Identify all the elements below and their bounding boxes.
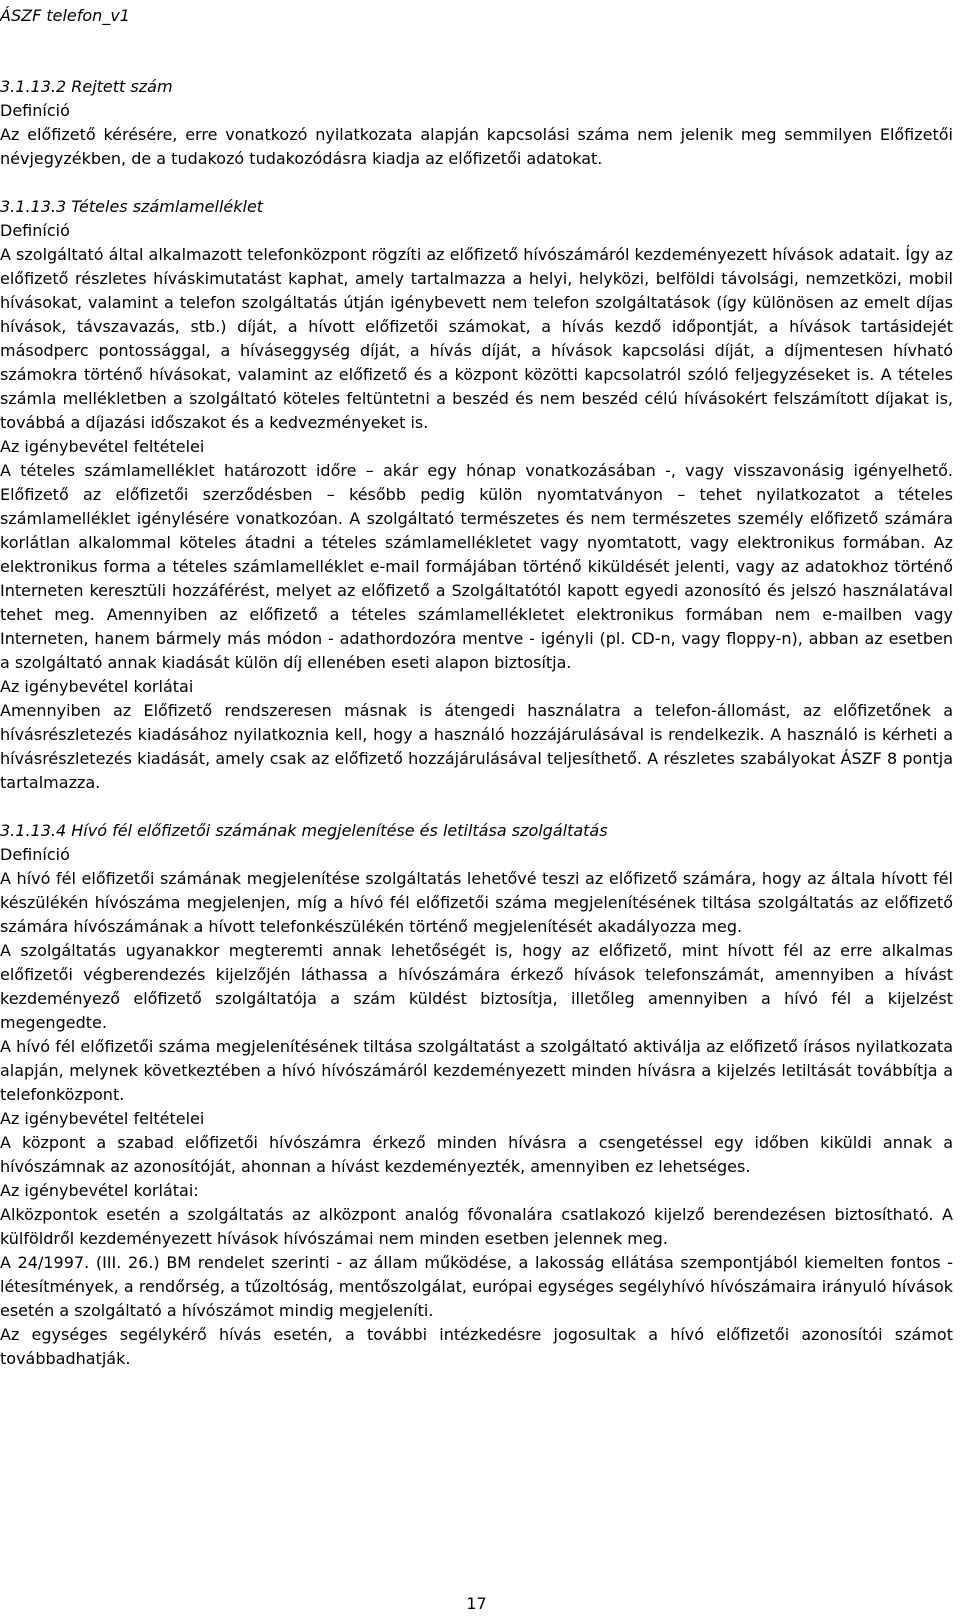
conditions-label: Az igénybevétel feltételei	[0, 1109, 205, 1128]
page-number: 17	[466, 1594, 487, 1613]
limitations-paragraph: Alközpontok esetén a szolgáltatás az alközpont analóg fővonalára csatlakozó kijelző berendezésen biztosítható. A külföldről kezdeményezett hívások hívószámai nem minden esetben jelennek meg.	[0, 1205, 953, 1248]
definition-label: Definíció	[0, 221, 70, 240]
conditions-text: A tételes számlamelléklet határozott időre – akár egy hónap vonatkozásában -, vagy visszavonásig igényelhető. Előfizető az előfizetői szerződésben – később pedig külön nyomtatványon – tehet nyilatkozatot a tételes számlamelléklet igénylésére vonatkozóan. A szolgáltató természetes és nem természetes személy előfizető számára korlátlan alkalommal köteles átadni a tételes számlamellékletet vagy nyomtatott, vagy elektronikus formában. Az elektronikus forma a tételes számlamelléklet e-mail formájában történő kiküldését jelenti, vagy az adatokhoz történő Interneten keresztüli hozzáférést, melyet az előfizető a Szolgáltatótól kapott egyedi azonosító és jelszó használatával tehet meg. Amennyiben az előfizető a tételes számlamellékletet elektronikus formában nem e-mailben vagy Interneten, hanem bármely más módon - adathordozóra mentve - igényli (pl. CD-n, vagy floppy-n), abban az esetben a szolgáltató annak kiadását külön díj ellenében eseti alapon biztosítja.	[0, 461, 953, 672]
limitations-label: Az igénybevétel korlátai:	[0, 1181, 199, 1200]
limitations-label: Az igénybevétel korlátai	[0, 677, 194, 696]
limitations-paragraph: Az egységes segélykérő hívás esetén, a további intézkedésre jogosultak a hívó előfizetői azonosítói számot továbbadhatják.	[0, 1325, 953, 1368]
section-teteles-szamlamelleklet	[0, 195, 953, 795]
definition-paragraph: A szolgáltatás ugyanakkor megteremti annak lehetőségét is, hogy az előfizető, mint hívott fél az erre alkalmas előfizetői végberendezés kijelzőjén láthassa a hívószámára érkező hívások telefonszámát, amennyiben a hívást kezdeményező előfizető szolgáltatója a szám küldést biztosítja, illetőleg amennyiben a hívó fél a kijelzést megengedte.	[0, 941, 953, 1032]
section-spacer	[0, 171, 953, 195]
section-rejtett-szam	[0, 75, 953, 171]
definition-text: A szolgáltató által alkalmazott telefonközpont rögzíti az előfizető hívószámáról kezdeményezett hívások adatait. Így az előfizető részletes híváskimutatást kaphat, amely tartalmazza a helyi, helyközi, belföldi távolsági, nemzetközi, mobil hívásokat, valamint a telefon szolgáltatás útján igénybevett nem telefon szolgáltatások (így különösen az emelt díjas hívások, távszavazás, stb.) díját, a hívott előfizetői számokat, a hívás kezdő időpontját, a hívások tartásidejét másodperc pontossággal, a híváseggység díját, a hívás díját, a hívások kapcsolási díját, a díjmentesen hívható számokra történő hívásokat, valamint az előfizető és a központ közötti kapcsolatról szóló feljegyzéseket is. A tételes számla mellékletben a szolgáltató köteles feltüntetni a beszéd és nem beszéd célú hívásokért felszámított díjakat is, továbbá a díjazási időszakot és a kedvezményeket is.	[0, 245, 953, 432]
section-hivo-fel-megjelenites	[0, 819, 953, 1371]
conditions-label: Az igénybevétel feltételei	[0, 437, 205, 456]
section-title: 3.1.13.4 Hívó fél előfizetői számának megjelenítése és letiltása szolgáltatás	[0, 821, 608, 840]
definition-paragraph: A hívó fél előfizetői száma megjelenítésének tiltása szolgáltatást a szolgáltató aktiválja az előfizető írásos nyilatkozata alapján, melynek következtében a hívó hívószámáról kezdeményezett minden hívásra a kijelzés letiltását továbbítja a telefonközpont.	[0, 1037, 953, 1104]
document-body	[0, 75, 953, 1371]
limitations-text: Amennyiben az Előfizető rendszeresen másnak is átengedi használatra a telefon-állomást, az előfizetőnek a hívásrészletezés kiadásához nyilatkoznia kell, hogy a használó hozzájárulásával is rendelkezik. A használó is kérheti a hívásrészletezés kiadását, amely csak az előfizető hozzájárulásával teljesíthető. A részletes szabályokat ÁSZF 8 pontja tartalmazza.	[0, 701, 953, 792]
definition-label: Definíció	[0, 845, 70, 864]
section-spacer	[0, 795, 953, 819]
definition-text: Az előfizető kérésére, erre vonatkozó nyilatkozata alapján kapcsolási száma nem jelenik meg semmilyen Előfizetői névjegyzékben, de a tudakozó tudakozódásra kiadja az előfizetői adatokat.	[0, 125, 953, 168]
section-title: 3.1.13.2 Rejtett szám	[0, 77, 173, 96]
section-title: 3.1.13.3 Tételes számlamelléklet	[0, 197, 264, 216]
document-header: ÁSZF telefon_v1	[0, 6, 130, 25]
definition-paragraph: A hívó fél előfizetői számának megjelenítése szolgáltatás lehetővé teszi az előfizető számára, hogy az általa hívott fél készülékén hívószáma megjelenjen, míg a hívó fél előfizetői száma megjelenítésének tiltása szolgáltatás az előfizető számára hívószámának a hívott telefonkészülékén történő megjelenítését akadályozza meg.	[0, 869, 953, 936]
limitations-paragraph: A 24/1997. (III. 26.) BM rendelet szerinti - az állam működése, a lakosság ellátása szempontjából kiemelten fontos - létesítmények, a rendőrség, a tűzoltóság, mentőszolgálat, európai egységes segélyhívó hívószámaira irányuló hívások esetén a szolgáltató a hívószámot mindig megjeleníti.	[0, 1253, 953, 1320]
definition-label: Definíció	[0, 101, 70, 120]
conditions-text: A központ a szabad előfizetői hívószámra érkező minden hívásra a csengetéssel egy időben kiküldi annak a hívószámnak az azonosítóját, ahonnan a hívást kezdeményezték, amennyiben ez lehetséges.	[0, 1133, 953, 1176]
